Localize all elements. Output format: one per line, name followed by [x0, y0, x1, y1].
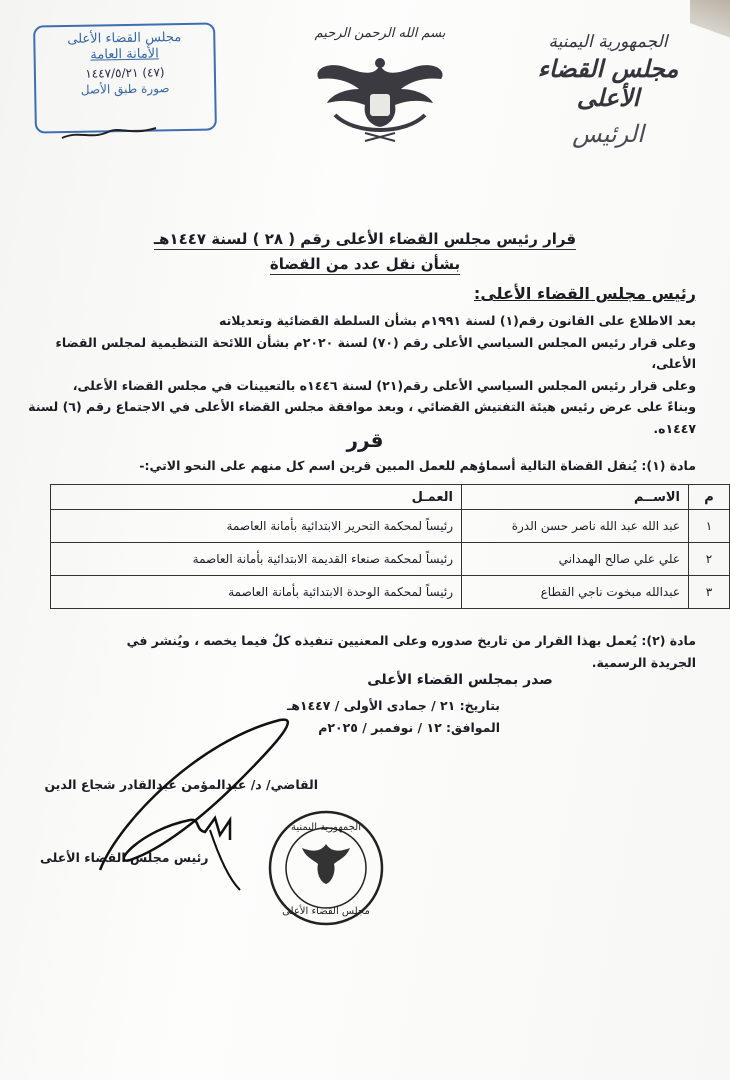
row-num: ٢ — [689, 543, 730, 576]
letterhead — [518, 32, 698, 148]
preamble-line: وبناءً على عرض رئيس هيئة التفتيش القضائي ، وبعد موافقة مجلس القضاء الأعلى في الاجتماع رقم (٦) لسنة ١٤٤٧ه. — [28, 399, 696, 436]
row-num: ١ — [689, 510, 730, 543]
row-name: عبدالله مبخوت ناجي القطاع — [462, 576, 689, 609]
row-job: رئيساً لمحكمة الوحدة الابتدائية بأمانة العاصمة — [51, 576, 462, 609]
decision-subject: بشأن نقل عدد من القضاة — [269, 255, 461, 273]
registry-stamp — [33, 22, 217, 133]
basmala: بسم الله الرحمن الرحيم — [314, 26, 446, 41]
table-row — [51, 543, 730, 576]
signatory-name: القاضي/ د/ عبدالمؤمن عبدالقادر شجاع الدين — [44, 777, 318, 792]
preamble — [28, 310, 696, 439]
letterhead-council: مجلس القضاء الأعلى — [537, 54, 679, 112]
preamble-line: وعلى قرار رئيس المجلس السياسي الأعلى رقم (٧٠) لسنة ٢٠٢٠م بشأن اللائحة التنظيمية لمجلس القضاء الأعلى، — [55, 334, 696, 371]
table-row — [51, 510, 730, 543]
chairman-heading: رئيس مجلس القضاء الأعلى: — [473, 284, 696, 303]
stamp-line1: مجلس القضاء الأعلى — [67, 30, 182, 47]
hijri-date: بتاريخ: ٢١ / جمادى الأولى / ١٤٤٧هـ — [286, 698, 500, 713]
letterhead-office: الرئيس — [572, 120, 644, 148]
article-2-line: مادة (٢): يُعمل بهذا القرار من تاريخ صدوره وعلى المعنيين تنفيذه كلٌ فيما يخصه ، ويُنشر في — [126, 633, 696, 648]
signatory-title: رئيس مجلس القضاء الأعلى — [40, 850, 209, 865]
seal-top-text: الجمهورية اليمنية — [290, 822, 362, 833]
article-1: مادة (١): يُنقل القضاة التالية أسماؤهم للعمل المبين قرين اسم كل منهم على النحو الاتي:- — [139, 458, 696, 473]
row-job: رئيساً لمحكمة صنعاء القديمة الابتدائية بأمانة العاصمة — [51, 543, 462, 576]
round-seal-icon — [266, 808, 386, 928]
yemen-eagle-emblem-icon — [305, 45, 455, 145]
preamble-line: بعد الاطلاع على القانون رقم(١) لسنة ١٩٩١م بشأن السلطة القضائية وتعديلاته — [219, 313, 696, 328]
stamp-number-date: (٤٧) ١٤٤٧/٥/٢١ — [85, 65, 165, 81]
row-job: رئيساً لمحكمة التحرير الابتدائية بأمانة العاصمة — [51, 510, 462, 543]
emblem — [300, 26, 460, 145]
transfers-table — [50, 484, 730, 609]
gregorian-date: الموافق: ١٢ / نوفمبر / ٢٠٢٥م — [318, 720, 500, 735]
stamp-line2: الأمانة العامة — [90, 46, 159, 63]
row-num: ٣ — [689, 576, 730, 609]
header-num: م — [689, 485, 730, 510]
article-2 — [28, 630, 696, 674]
seal-bottom-text: مجلس القضاء الأعلى — [282, 906, 370, 917]
stamp-copy-note: صورة طبق الأصل — [80, 81, 170, 97]
preamble-line: وعلى قرار رئيس المجلس السياسي الأعلى رقم(٢١) لسنة ١٤٤٦ه بالتعيينات في مجلس القضاء الأعلى، — [72, 377, 696, 393]
decision-word: قرر — [346, 428, 384, 452]
issued-at: صدر بمجلس القضاء الأعلى — [367, 672, 553, 688]
table-row — [51, 576, 730, 609]
decision-title: قرار رئيس مجلس القضاء الأعلى رقم ( ٢٨ ) لسنة ١٤٤٧هـ — [153, 230, 577, 248]
row-name: عبد الله عبد الله ناصر حسن الدرة — [462, 510, 689, 543]
letterhead-republic: الجمهورية اليمنية — [548, 32, 668, 52]
header-name: الاســم — [462, 485, 689, 510]
row-name: علي علي صالح الهمداني — [462, 543, 689, 576]
table-header-row — [51, 485, 730, 510]
stamp-scribble-icon — [60, 120, 160, 144]
article-2-line: الجريدة الرسمية. — [591, 655, 696, 670]
header-job: العمـل — [51, 485, 462, 510]
